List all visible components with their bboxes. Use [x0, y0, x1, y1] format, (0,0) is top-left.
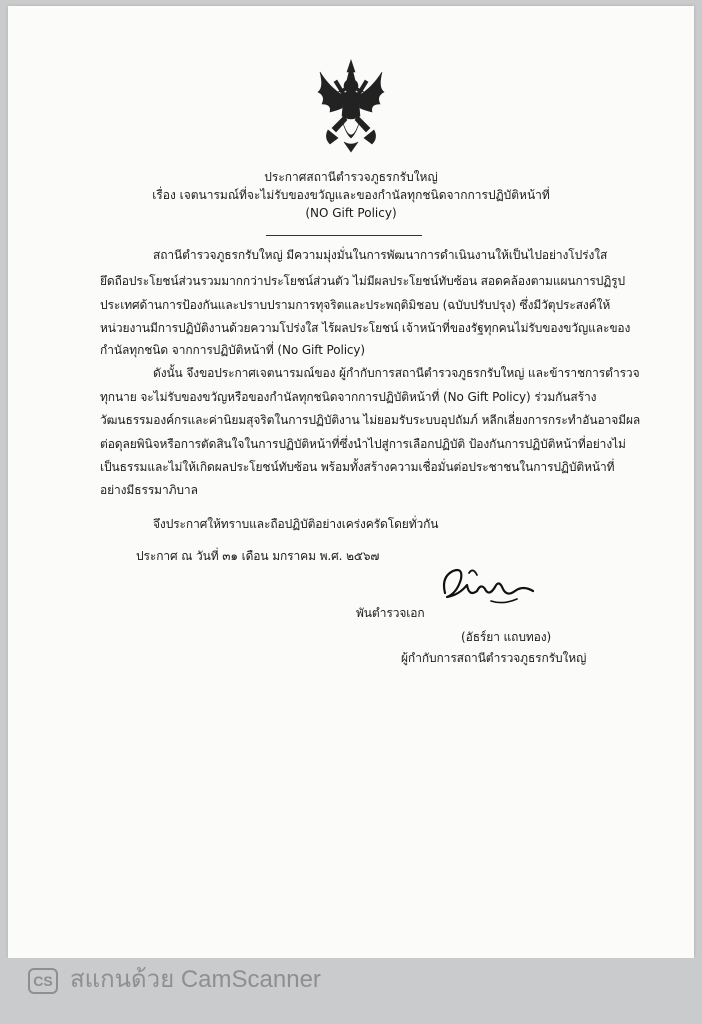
closing-statement: จึงประกาศให้ทราบและถือปฏิบัติอย่างเคร่งครัดโดยทั่วกัน [153, 517, 439, 531]
paragraph-line: ยึดถือประโยชน์ส่วนรวมมากกว่าประโยชน์ส่วนตัว ไม่มีผลประโยชน์ทับซ้อน สอดคล้องตามแผนการปฏิรูป [100, 274, 626, 288]
document-page [8, 6, 694, 958]
camscanner-logo-icon: CS [28, 968, 58, 994]
paragraph-line: ดังนั้น จึงขอประกาศเจตนารมณ์ของ ผู้กำกับการสถานีตำรวจภูธรกรับใหญ่ และข้าราชการตำรวจ [153, 366, 640, 380]
paragraph-line: ต่อดุลยพินิจหรือการตัดสินใจในการปฏิบัติหน้าที่ซึ่งนำไปสู่การเลือกปฏิบัติ ป้องกันการปฏิบัติหน้าที่อย่างไม่ [100, 437, 626, 451]
document-title: ประกาศสถานีตำรวจภูธรกรับใหญ่ [264, 170, 438, 184]
camscanner-watermark-text: สแกนด้วย CamScanner [70, 966, 321, 993]
paragraph-line: ทุกนาย จะไม่รับของขวัญหรือของกำนัลทุกชนิดจากการปฏิบัติหน้าที่ (No Gift Policy) ร่วมกันสร้าง [100, 390, 597, 404]
signatory-rank: พันตำรวจเอก [356, 606, 425, 620]
garuda-emblem-icon [314, 58, 388, 154]
paragraph-line: หน่วยงานมีการปฏิบัติงานด้วยความโปร่งใส ไร้ผลประโยชน์ เจ้าหน้าที่ของรัฐทุกคนไม่รับของขวัญและของ [100, 321, 631, 335]
paragraph-line: ประเทศด้านการป้องกันและปราบปรามการทุจริตและประพฤติมิชอบ (ฉบับปรับปรุง) ซึ่งมีวัตุประสงค์ให้ [100, 298, 611, 312]
title-divider [266, 235, 422, 236]
document-subject: เรื่อง เจตนารมณ์ที่จะไม่รับของขวัญและของกำนัลทุกชนิดจากการปฏิบัติหน้าที่ [152, 188, 550, 202]
paragraph-line: สถานีตำรวจภูธรกรับใหญ่ มีความมุ่งมั่นในการพัฒนาการดำเนินงานให้เป็นไปอย่างโปร่งใส [153, 248, 608, 262]
signatory-name: (อัธร์ยา แถบทอง) [461, 630, 552, 644]
signatory-position: ผู้กำกับการสถานีตำรวจภูธรกรับใหญ่ [401, 651, 587, 665]
paragraph-line: กำนัลทุกชนิด จากการปฏิบัติหน้าที่ (No Gift Policy) [100, 343, 366, 357]
paragraph-line: อย่างมีธรรมาภิบาล [100, 483, 198, 497]
paragraph-line: วัฒนธรรมองค์กรและค่านิยมสุจริตในการปฏิบัติงาน ไม่ยอมรับระบบอุปถัมภ์ หลีกเลี่ยงการกระทำอันอาจมีผล [100, 413, 641, 427]
policy-name: (NO Gift Policy) [305, 206, 397, 220]
date-line: ประกาศ ณ วันที่ ๓๑ เดือน มกราคม พ.ศ. ๒๕๖๗ [136, 549, 380, 563]
paragraph-line: เป็นธรรมและไม่ให้เกิดผลประโยชน์ทับซ้อน พร้อมทั้งสร้างความเชื่อมั่นต่อประชาชนในการปฏิบัติหน้าที่ [100, 460, 615, 474]
handwritten-signature-icon [433, 563, 553, 607]
